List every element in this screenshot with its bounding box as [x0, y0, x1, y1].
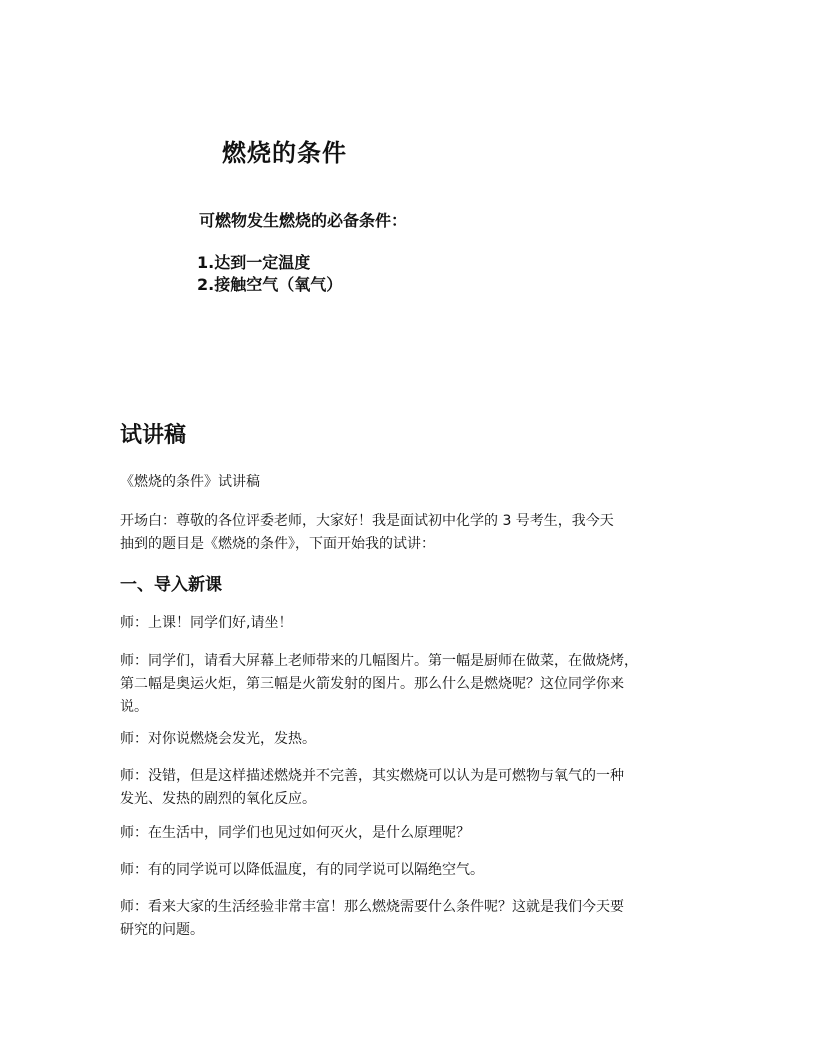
- paragraph-line: 发光、发热的剧烈的氧化反应。: [120, 791, 316, 807]
- paragraph-line: 师：看来大家的生活经验非常丰富！那么燃烧需要什么条件呢？这就是我们今天要: [120, 899, 624, 915]
- paragraph-line: 师：同学们，请看大屏幕上老师带来的几幅图片。第一幅是厨师在做菜，在做烧烤，: [120, 653, 638, 669]
- paragraph-line: 第二幅是奥运火炬，第三幅是火箭发射的图片。那么什么是燃烧呢？这位同学你来: [120, 676, 624, 692]
- teacher-line: 师：对你说燃烧会发光，发热。: [120, 731, 316, 747]
- paragraph-line: 说。: [120, 699, 148, 715]
- paragraph-line: 师：没错，但是这样描述燃烧并不完善，其实燃烧可以认为是可燃物与氧气的一种: [120, 768, 624, 784]
- condition-item: [197, 252, 342, 274]
- conditions-list: [197, 252, 342, 296]
- condition-number: 2.: [197, 275, 215, 294]
- teacher-line: 师：有的同学说可以降低温度，有的同学说可以隔绝空气。: [120, 862, 484, 878]
- teacher-line: 师：在生活中，同学们也见过如何灭火，是什么原理呢？: [120, 825, 470, 841]
- opening-paragraph: [120, 510, 710, 556]
- condition-number: 1.: [197, 253, 215, 272]
- document-heading: 试讲稿: [120, 423, 187, 448]
- teacher-paragraph: [120, 896, 710, 942]
- teacher-paragraph: [120, 650, 710, 719]
- section-heading: 一、导入新课: [120, 575, 222, 595]
- teacher-line: 师：上课！同学们好,请坐！: [120, 615, 293, 631]
- opening-line: 抽到的题目是《燃烧的条件》，下面开始我的试讲：: [120, 536, 435, 552]
- opening-line: 开场白：尊敬的各位评委老师，大家好！我是面试初中化学的 3 号考生，我今天: [120, 513, 614, 529]
- condition-item: [197, 274, 342, 296]
- document-title-line: 《燃烧的条件》试讲稿: [120, 474, 260, 490]
- slide-title: 燃烧的条件: [222, 138, 347, 167]
- condition-text: 达到一定温度: [214, 253, 311, 272]
- condition-text: 接触空气（氧气）: [214, 275, 343, 294]
- teacher-paragraph: [120, 765, 710, 811]
- paragraph-line: 研究的问题。: [120, 922, 204, 938]
- slide-subtitle: 可燃物发生燃烧的必备条件：: [199, 211, 408, 230]
